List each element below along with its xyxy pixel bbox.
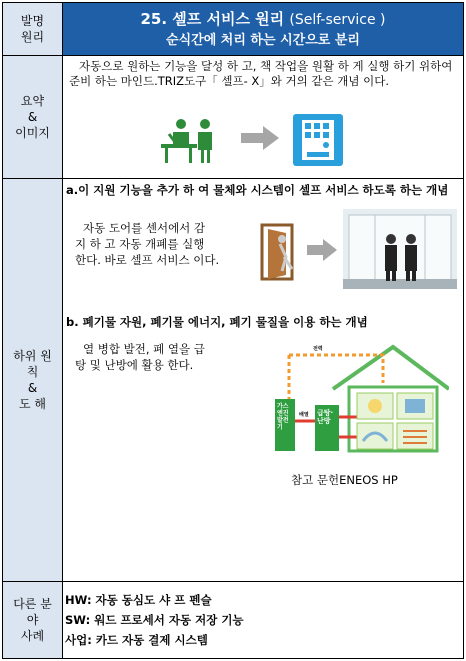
label-text: & xyxy=(27,110,38,124)
sw-example: SW: 워드 프로세서 자동 저장 기능 xyxy=(65,613,244,627)
section-a-heading: a.이 지원 기능을 추가 하 여 물체와 시스템이 셀프 서비스 하도록 하는 개념 xyxy=(66,183,449,197)
text-line: 한다. 바로 셀프 서비스 이다. xyxy=(75,253,220,267)
title-row xyxy=(3,3,464,56)
worksheet xyxy=(2,2,463,658)
text-line: 지 하 고 자동 개폐를 실행 xyxy=(75,237,205,251)
arrow-right-icon xyxy=(307,239,337,261)
hw-example: HW: 자동 동심도 샤 프 펜슬 xyxy=(65,593,212,607)
label-text: 다른 분 xyxy=(13,597,52,611)
section-b-text xyxy=(71,341,205,373)
heat-label: 배열 xyxy=(299,412,309,418)
generator-label: 가스엔진 발전기 xyxy=(277,403,289,431)
detail-label xyxy=(3,179,63,582)
title-name: 25. 셀프 서비스 원리 xyxy=(140,9,285,28)
label-text: 사례 xyxy=(20,629,45,643)
other-row xyxy=(3,582,464,659)
summary-row xyxy=(3,56,464,179)
other-cell xyxy=(63,582,464,659)
section-b-heading: b. 폐기물 자원, 폐기물 에너지, 폐기 물질을 이용 하는 개념 xyxy=(66,315,368,329)
principle-subtitle: 순식간에 처리 하는 시간으로 분리 xyxy=(166,32,360,48)
summary-cell xyxy=(63,56,464,179)
label-text: 이미지 xyxy=(15,126,50,140)
vending-machine-icon xyxy=(293,114,343,166)
automatic-door-photo xyxy=(343,209,457,289)
counter-service-icon xyxy=(159,116,223,164)
business-example: 사업: 카드 자동 결제 시스템 xyxy=(65,633,208,647)
summary-label xyxy=(3,56,63,179)
cogeneration-house-diagram xyxy=(273,343,449,453)
title-cell xyxy=(63,3,464,56)
power-label: 전력 xyxy=(313,346,323,352)
text-line: 탕 및 난방에 활용 한다. xyxy=(75,358,194,372)
hot-water-label: 급탕·난방 xyxy=(317,409,334,425)
principle-label xyxy=(3,3,63,56)
label-text: & xyxy=(27,381,38,395)
text-line: 열 병합 발전, 폐 열을 급 xyxy=(83,342,205,356)
label-text: 요약 xyxy=(20,94,45,108)
label-text: 발명 xyxy=(20,14,45,28)
detail-row xyxy=(3,179,464,582)
section-a-text xyxy=(71,220,219,268)
text-line: 자동 도어를 센서에서 감 xyxy=(83,221,206,235)
reference-text: 참고 문헌ENEOS HP xyxy=(291,473,398,487)
label-text: 칙 xyxy=(26,365,39,379)
title-english: (Self-service ) xyxy=(289,11,386,28)
principle-title xyxy=(63,8,463,31)
label-text: 도 해 xyxy=(19,397,46,411)
label-text: 원리 xyxy=(20,30,45,44)
detail-cell xyxy=(63,179,464,582)
summary-text: 자동으로 원하는 기능을 달성 하 고, 책 작업을 원활 하 게 실행 하기 위하여 준비 하는 마인드.TRIZ도구「 셀프- X」와 거의 같은 개념 이다. xyxy=(69,59,453,88)
label-text: 야 xyxy=(26,613,39,627)
other-label xyxy=(3,582,63,659)
label-text: 하위 원 xyxy=(13,349,52,363)
arrow-right-icon xyxy=(241,126,279,150)
principle-table xyxy=(2,2,464,659)
door-icon xyxy=(260,223,300,281)
